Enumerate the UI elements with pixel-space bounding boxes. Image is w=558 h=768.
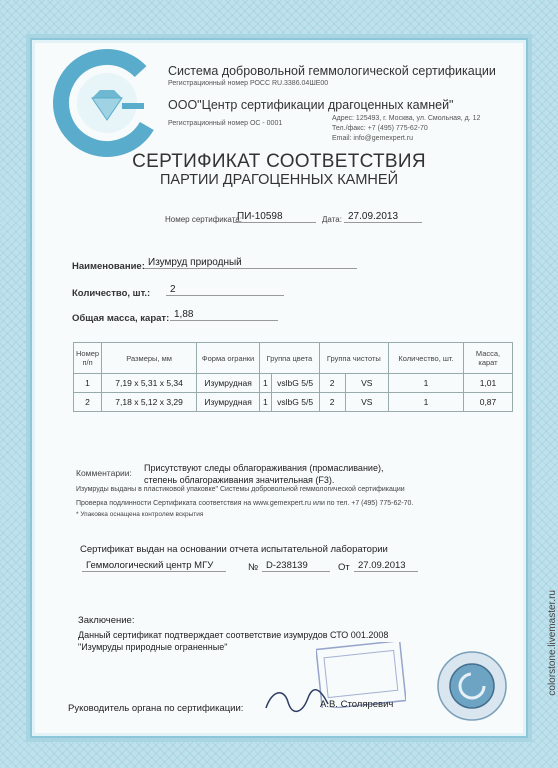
cert-date: 27.09.2013 xyxy=(344,211,422,223)
cell-color-2: vslbG 5/5 xyxy=(271,393,319,412)
address: Адрес: 125493, г. Москва, ул. Смольная, д. 12 xyxy=(332,115,481,122)
phone: Тел./факс: +7 (495) 775-62-70 xyxy=(332,125,428,132)
lab-no: D-238139 xyxy=(262,560,330,572)
name-value: Изумруд природный xyxy=(144,257,357,269)
org-line-2: ООО"Центр сертификации драгоценных камней" xyxy=(168,98,454,112)
col-color-group: Группа цвета xyxy=(260,343,320,374)
col-clarity-group: Группа чистоты xyxy=(319,343,388,374)
mass-value: 1,88 xyxy=(170,309,278,321)
col-quantity: Количество, шт. xyxy=(389,343,464,374)
registration-number-2: Регистрационный номер ОС - 0001 xyxy=(168,120,283,127)
cell-size: 7,18 x 5,12 x 3,29 xyxy=(102,393,197,412)
quantity-value: 2 xyxy=(166,284,284,296)
comments-line-1: Присутствуют следы облагораживания (промасливание), xyxy=(144,463,384,473)
stones-table xyxy=(73,342,513,412)
cell-size: 7,19 x 5,31 x 5,34 xyxy=(102,374,197,393)
signature-name: А.В. Столяревич xyxy=(320,699,394,710)
col-mass: Масса, карат xyxy=(464,343,513,374)
cell-mass: 1,01 xyxy=(464,374,513,393)
cell-cut: Изумрудная xyxy=(197,374,260,393)
lab-date: 27.09.2013 xyxy=(354,560,418,572)
cell-mass: 0,87 xyxy=(464,393,513,412)
conclusion-line-1: Данный сертификат подтверждает соответствие изумрудов СТО 001.2008 xyxy=(78,630,389,640)
cell-clarity-2: VS xyxy=(345,393,388,412)
verify-note: Проверка подлинности Сертификата соответствия на www.gemexpert.ru или по тел. +7 (495) 775-62-70. xyxy=(76,500,414,507)
cell-color-1: 1 xyxy=(260,374,271,393)
email: Email: info@gemexpert.ru xyxy=(332,135,414,142)
name-label: Наименование: xyxy=(72,261,145,272)
cert-number-label: Номер сертификата: xyxy=(165,215,242,224)
conclusion-label: Заключение: xyxy=(78,615,135,626)
lab-date-label: От xyxy=(338,562,350,573)
conclusion-line-2: "Изумруды природные ограненные" xyxy=(78,642,228,652)
org-line-1: Система добровольной геммологической сертификации xyxy=(168,64,496,78)
side-watermark-text: colorstone.livemaster.ru xyxy=(547,590,558,696)
col-number: Номер п/п xyxy=(74,343,102,374)
signature-label: Руководитель органа по сертификации: xyxy=(68,703,244,714)
cell-qty: 1 xyxy=(389,374,464,393)
registration-number-1: Регистрационный номер РОСС RU.3386.04ШЕ00 xyxy=(168,80,329,87)
cell-n: 2 xyxy=(74,393,102,412)
cell-color-2: vslbG 5/5 xyxy=(271,374,319,393)
cell-clarity-2: VS xyxy=(345,374,388,393)
col-cut: Форма огранки xyxy=(197,343,260,374)
basis-line: Сертификат выдан на основании отчета испытательной лаборатории xyxy=(80,544,388,555)
contact-block xyxy=(332,114,480,144)
cell-n: 1 xyxy=(74,374,102,393)
sealed-note: * Упаковка оснащена контролем вскрытия xyxy=(76,511,204,518)
cell-clarity-1: 2 xyxy=(319,374,345,393)
comments-label: Комментарии: xyxy=(76,468,132,478)
table-row xyxy=(74,374,513,393)
cell-color-1: 1 xyxy=(260,393,271,412)
cell-qty: 1 xyxy=(389,393,464,412)
issued-note: Изумруды выданы в пластиковой упаковке" Системы добровольной геммологической сертификации xyxy=(76,486,405,493)
gemology-logo-icon xyxy=(52,48,162,158)
cell-clarity-1: 2 xyxy=(319,393,345,412)
title-line-2: ПАРТИИ ДРАГОЦЕННЫХ КАМНЕЙ xyxy=(160,172,398,188)
table-row xyxy=(74,393,513,412)
comments-line-2: степень облагораживания значительная (F3). xyxy=(144,475,335,485)
title-line-1: СЕРТИФИКАТ СООТВЕТСТВИЯ xyxy=(132,151,426,172)
lab-no-label: № xyxy=(248,562,259,573)
quantity-label: Количество, шт.: xyxy=(72,288,151,299)
mass-label: Общая масса, карат: xyxy=(72,313,170,324)
cert-date-label: Дата: xyxy=(322,215,342,224)
round-seal-icon xyxy=(436,650,508,722)
cert-number: ПИ-10598 xyxy=(233,211,316,223)
cell-cut: Изумрудная xyxy=(197,393,260,412)
table-header-row xyxy=(74,343,513,374)
lab-name: Геммологический центр МГУ xyxy=(82,560,226,572)
col-size: Размеры, мм xyxy=(102,343,197,374)
